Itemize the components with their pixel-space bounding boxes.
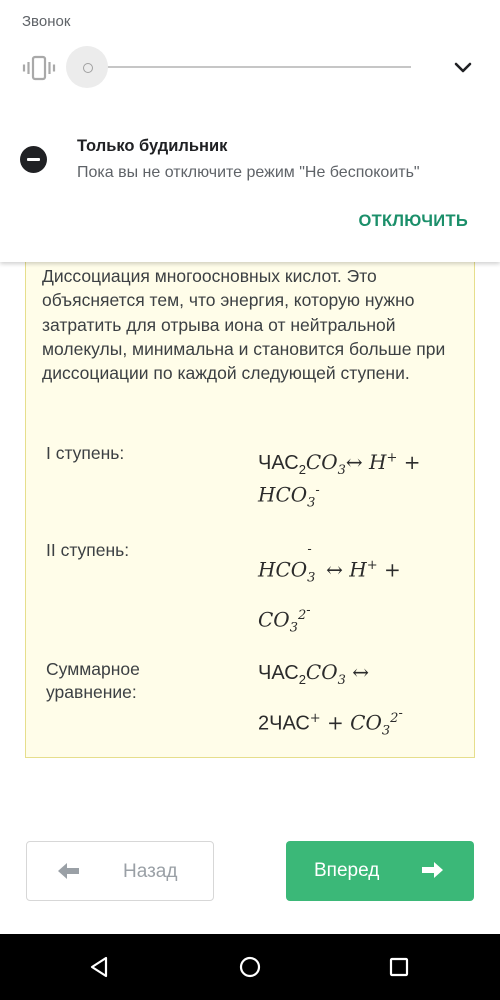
- vibrate-icon[interactable]: [22, 54, 56, 82]
- chevron-down-icon[interactable]: [450, 56, 476, 80]
- slider-track[interactable]: [88, 66, 411, 68]
- ring-volume-label: Звонок: [22, 13, 71, 30]
- nav-back-icon[interactable]: [89, 956, 109, 978]
- arrow-left-icon: [58, 861, 80, 881]
- card-paragraph: Диссоциация многоосновных кислот. Это объясняется тем, что энергия, которую нужно затратить для отрыва иона от нейтральной молекулы, минимальна и становится больше при диссоциации по каждой следующей ступени.: [42, 266, 446, 384]
- equation-summary-line-1: $ЧАС_2CO_3$ ↔: [258, 660, 370, 688]
- ring-volume-slider[interactable]: [66, 46, 416, 88]
- equation-summary-line-2: $2ЧАС^+ + CO_3^{2-}$: [258, 705, 403, 739]
- dnd-title: Только будильник: [77, 137, 228, 155]
- row-label-summary: Суммарное уравнение:: [46, 659, 140, 702]
- system-navigation-bar: [0, 934, 500, 1000]
- info-card: [25, 250, 475, 758]
- dnd-subtitle: Пока вы не отключите режим "Не беспокоить": [77, 164, 420, 181]
- equation-stage-2-line-2: $CO_3^{2-}$: [258, 602, 311, 636]
- arrow-right-icon: [421, 860, 443, 880]
- row-label-stage-2: II ступень:: [46, 540, 130, 560]
- notification-shade: [0, 0, 500, 262]
- next-button[interactable]: [286, 841, 474, 901]
- next-button-label: Вперед: [314, 860, 380, 881]
- back-button[interactable]: [26, 841, 214, 901]
- equation-stage-1-line-1: $ЧАС_2CO_3\leftrightarrow$ H+ +: [258, 450, 421, 478]
- equation-stage-1-line-2: $HCO_3^-$: [258, 482, 320, 511]
- do-not-disturb-icon: [20, 146, 47, 173]
- back-button-label: Назад: [123, 861, 178, 882]
- slider-thumb[interactable]: [66, 46, 108, 88]
- equation-stage-2-line-1: $HCO_3^-$ ↔ H+ +: [258, 541, 401, 586]
- turn-off-button[interactable]: ОТКЛЮЧИТЬ: [358, 212, 468, 230]
- row-label-stage-1: I ступень:: [46, 443, 125, 463]
- nav-recents-icon[interactable]: [389, 957, 409, 977]
- nav-home-icon[interactable]: [239, 956, 261, 978]
